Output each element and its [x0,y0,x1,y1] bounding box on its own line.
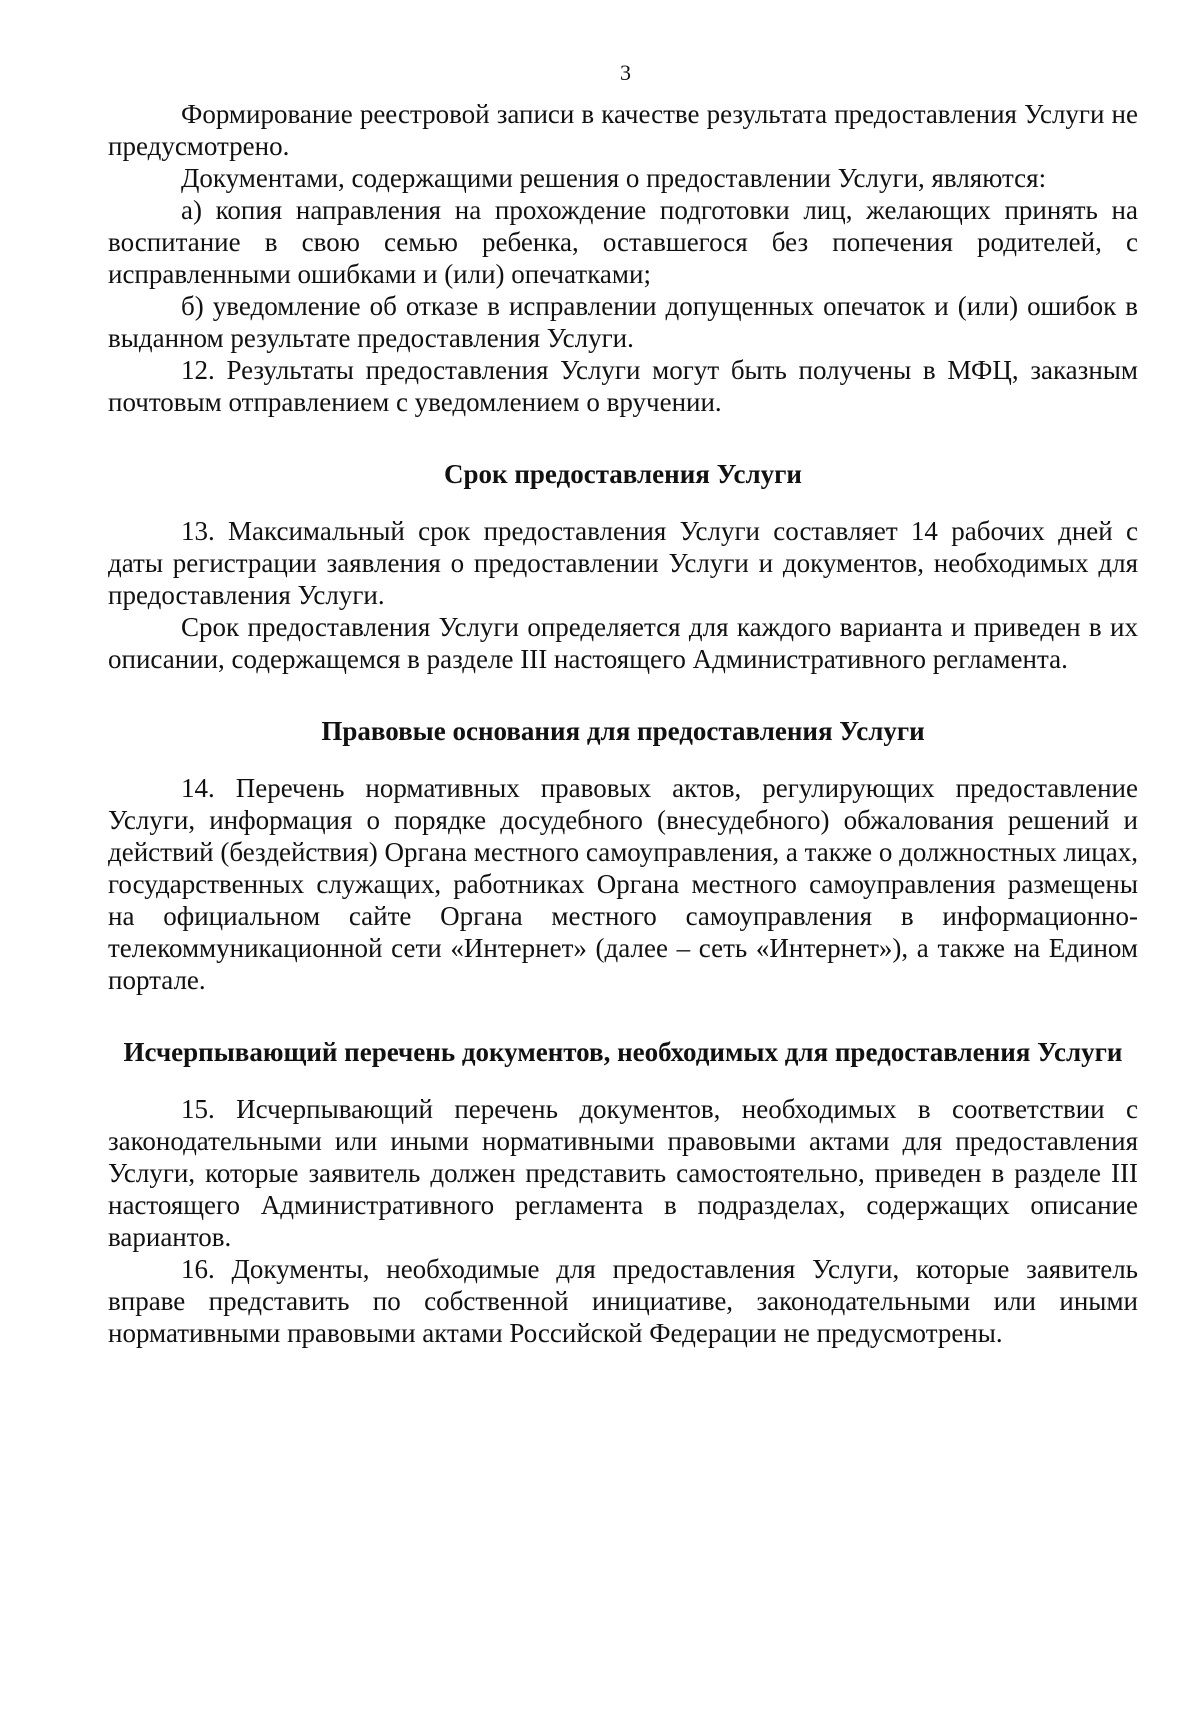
paragraph-registry-record: Формирование реестровой записи в качестве результата предоставления Услуги не предусмотрено. [108,99,1138,161]
paragraph-13: 13. Максимальный срок предоставления Услуги составляет 14 рабочих дней с даты регистрации заявления о предоставлении Услуги и документов, необходимых для предоставления Услуги. [108,516,1138,610]
heading-legal-grounds: Правовые основания для предоставления Услуги [321,716,925,746]
paragraph-item-a: а) копия направления на прохождение подготовки лиц, желающих принять на воспитание в свою семью ребенка, оставшегося без попечения родителей, с исправленными ошибками и (или) опечатками; [108,195,1138,289]
paragraph-15: 15. Исчерпывающий перечень документов, необходимых в соответствии с законодательными или иными нормативными правовыми актами для предоставления Услуги, которые заявитель должен представить самостоятельно, приведен в разделе III настоящего Административного регламента в подразделах, содержащих описание вариантов. [108,1094,1138,1252]
heading-service-term: Срок предоставления Услуги [444,459,802,489]
paragraph-term-per-variant: Срок предоставления Услуги определяется для каждого варианта и приведен в их описании, содержащемся в разделе III настоящего Административного регламента. [108,612,1138,674]
document-body [108,98,1138,1349]
heading-required-documents: Исчерпывающий перечень документов, необходимых для предоставления Услуги [123,1037,1123,1067]
paragraph-14: 14. Перечень нормативных правовых актов, регулирующих предоставление Услуги, информация о порядке досудебного (внесудебного) обжалования решений и действий (бездействия) Органа местного самоуправления, а также о должностных лицах, государственных служащих, работниках Органа местного самоуправления размещены на официальном сайте Органа местного самоуправления в информационно-телекоммуникационной сети «Интернет» (далее – сеть «Интернет»), а также на Едином портале. [108,773,1138,995]
page-number: 3 [620,60,631,85]
paragraph-12: 12. Результаты предоставления Услуги могут быть получены в МФЦ, заказным почтовым отправлением с уведомлением о вручении. [108,355,1138,417]
paragraph-16: 16. Документы, необходимые для предоставления Услуги, которые заявитель вправе представить по собственной инициативе, законодательными или иными нормативными правовыми актами Российской Федерации не предусмотрены. [108,1254,1138,1348]
paragraph-item-b: б) уведомление об отказе в исправлении допущенных опечаток и (или) ошибок в выданном результате предоставления Услуги. [108,291,1138,353]
paragraph-decision-documents: Документами, содержащими решения о предоставлении Услуги, являются: [181,163,1047,193]
